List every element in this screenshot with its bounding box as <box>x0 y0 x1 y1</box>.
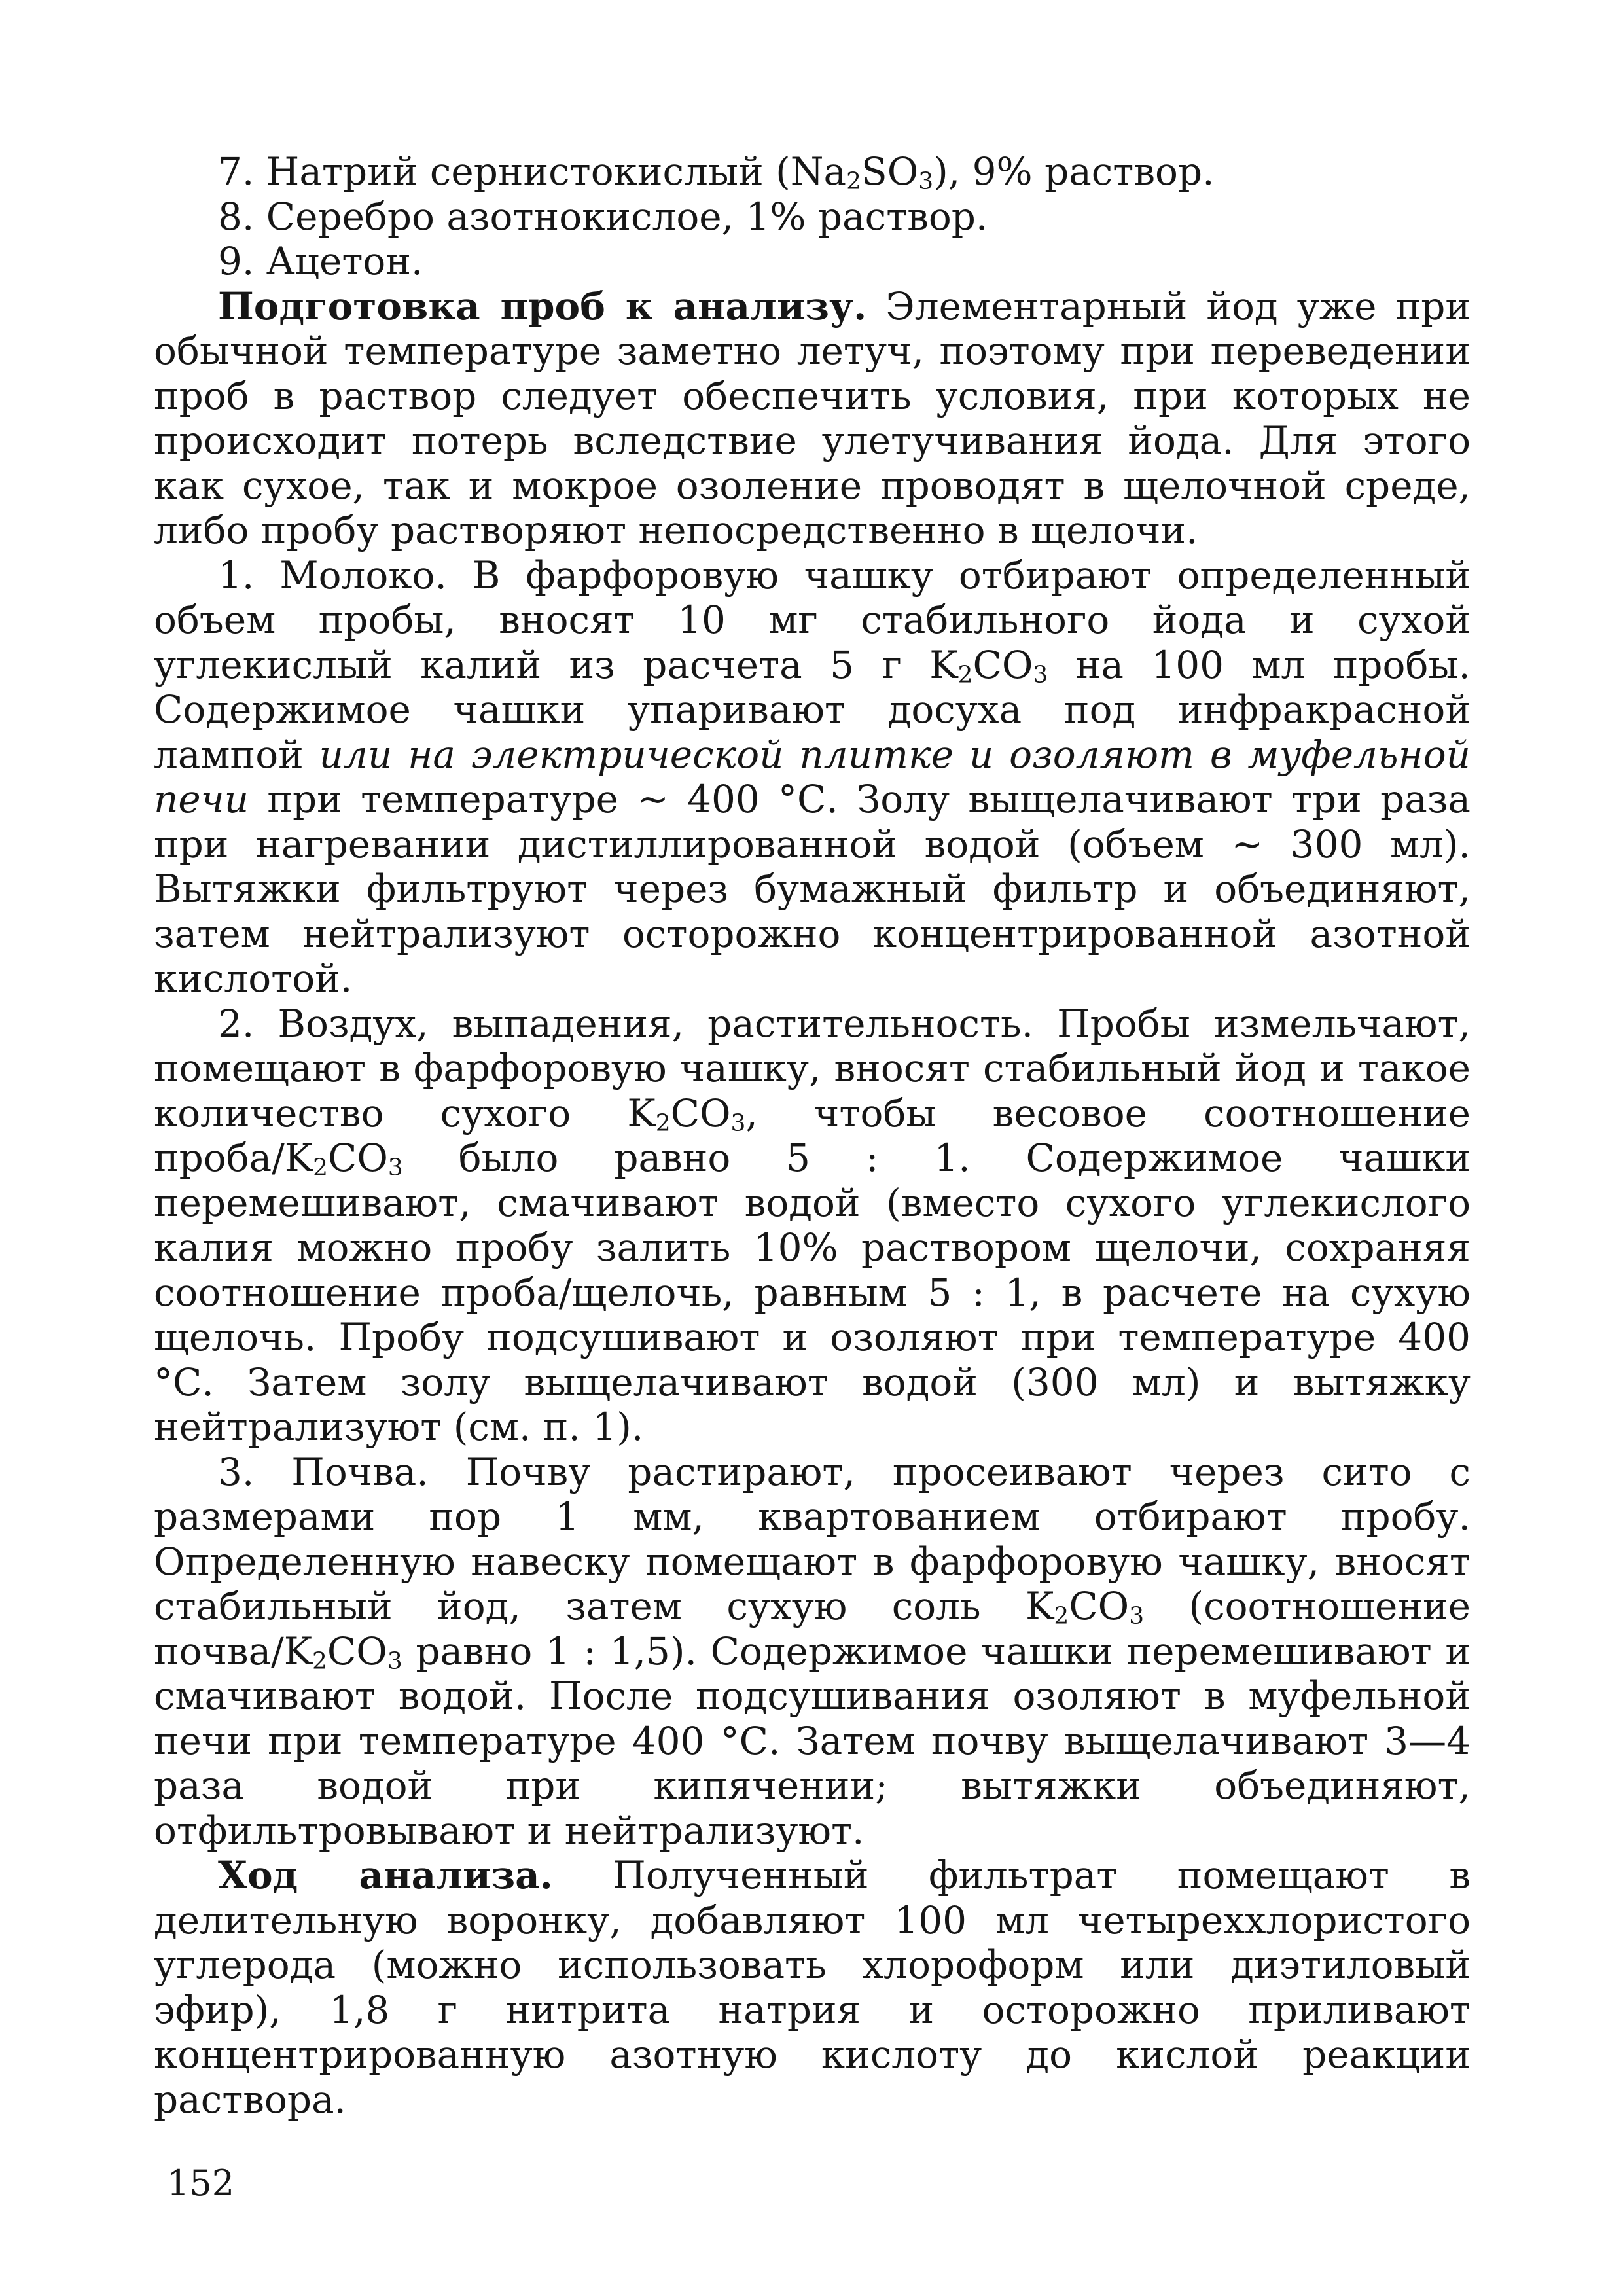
subscript: 3 <box>1129 1602 1145 1630</box>
page-number: 152 <box>167 2162 235 2204</box>
air-text: 2. Воздух, выпадения, растительность. Пробы измельчают, помещают в фарфоровую чашку, вносят стабильный йод и такое количество сухого K <box>154 1001 1471 1136</box>
subscript: 2 <box>312 1647 327 1674</box>
subscript: 3 <box>730 1109 746 1136</box>
air-text: было равно 5 : 1. Содержимое чашки перемешивают, смачивают водой (вместо сухого углекислого калия можно пробу залить 10% раствором щелочи, сохраняя соотношение проба/щелочь, равным 5 : 1, в расчете на сухую щелочь. Пробу подсушивают и озоляют при температуре 400 °С. Затем золу выщелачивают водой (300 мл) и вытяжку нейтрализуют (см. п. 1). <box>154 1136 1471 1449</box>
reagent-item-7 <box>154 149 1471 194</box>
sample-preparation-paragraph <box>154 284 1471 553</box>
milk-text: на 100 мл пробы. Содержимое чашки упаривают досуха под инфракрасной лампой <box>154 642 1471 777</box>
page-text <box>154 149 1471 2122</box>
subscript: 2 <box>846 168 861 195</box>
air-text: CO <box>670 1090 731 1136</box>
air-text: , чтобы весовое соотношение проба/K <box>154 1090 1471 1180</box>
subscript: 3 <box>918 168 934 195</box>
milk-text: при температуре ~ 400 °С. Золу выщелачивают три раза при нагревании дистиллированной водой (объем ~ 300 мл). Вытяжки фильтруют через бумажный фильтр и объединяют, затем нейтрализуют осторожно концентрированной азотной кислотой. <box>154 777 1471 1001</box>
analysis-text: Полученный фильтрат помещают в делительную воронку, добавляют 100 мл четыреххлористого углерода (можно использовать хлороформ или диэтиловый эфир), 1,8 г нитрита натрия и осторожно приливают концентрированную азотную кислоту до кислой реакции раствора. <box>154 1853 1471 2122</box>
reagent-7-text: SO <box>861 149 919 194</box>
soil-text: 3. Почва. Почву растирают, просеивают через сито с размерами пор 1 мм, квартованием отбирают пробу. Определенную навеску помещают в фарфоровую чашку, вносят стабильный йод, затем сухую соль K <box>154 1449 1471 1628</box>
analysis-heading: Ход анализа. <box>218 1853 553 1897</box>
soil-text: CO <box>1069 1584 1130 1628</box>
subscript: 3 <box>387 1647 402 1674</box>
reagent-item-8: 8. Серебро азотнокислое, 1% раствор. <box>218 194 988 239</box>
sample-preparation-text: Элементарный йод уже при обычной температуре заметно летуч, поэтому при переведении проб в раствор следует обеспечить условия, при которых не происходит потерь вследствие улетучивания йода. Для этого как сухое, так и мокрое озоление проводят в щелочной среде, либо пробу растворяют непосредственно в щелочи. <box>154 283 1471 552</box>
analysis-paragraph <box>154 1853 1471 2122</box>
milk-text: CO <box>972 642 1033 687</box>
soil-text: CO <box>327 1628 387 1674</box>
reagent-7-text: 7. Натрий сернистокислый (Na <box>218 149 847 194</box>
milk-italic-text: или на электрической плитке и озоляют в муфельной печи <box>154 732 1471 821</box>
reagent-item-9: 9. Ацетон. <box>218 239 423 283</box>
subscript: 3 <box>387 1154 403 1181</box>
subscript: 2 <box>655 1109 671 1136</box>
sample-preparation-heading: Подготовка проб к анализу. <box>218 283 867 329</box>
subscript: 2 <box>957 660 973 688</box>
soil-text: равно 1 : 1,5). Содержимое чашки перемешивают и смачивают водой. После подсушивания озоляют в муфельной печи при температуре 400 °С. Затем почву выщелачивают 3—4 раза водой при кипячении; вытяжки объединяют, отфильтровывают и нейтрализуют. <box>154 1628 1471 1853</box>
air-paragraph <box>154 1001 1471 1450</box>
reagent-7-text: ), 9% раствор. <box>933 149 1215 194</box>
soil-text: (соотношение почва/K <box>154 1584 1471 1674</box>
subscript: 2 <box>313 1154 328 1181</box>
air-text: CO <box>327 1136 388 1180</box>
milk-text: 1. Молоко. В фарфоровую чашку отбирают определенный объем пробы, вносят 10 мг стабильного йода и сухой углекислый калий из расчета 5 г K <box>154 552 1471 687</box>
subscript: 2 <box>1054 1602 1069 1630</box>
milk-paragraph <box>154 553 1471 1001</box>
subscript: 3 <box>1033 660 1048 688</box>
soil-paragraph <box>154 1450 1471 1854</box>
